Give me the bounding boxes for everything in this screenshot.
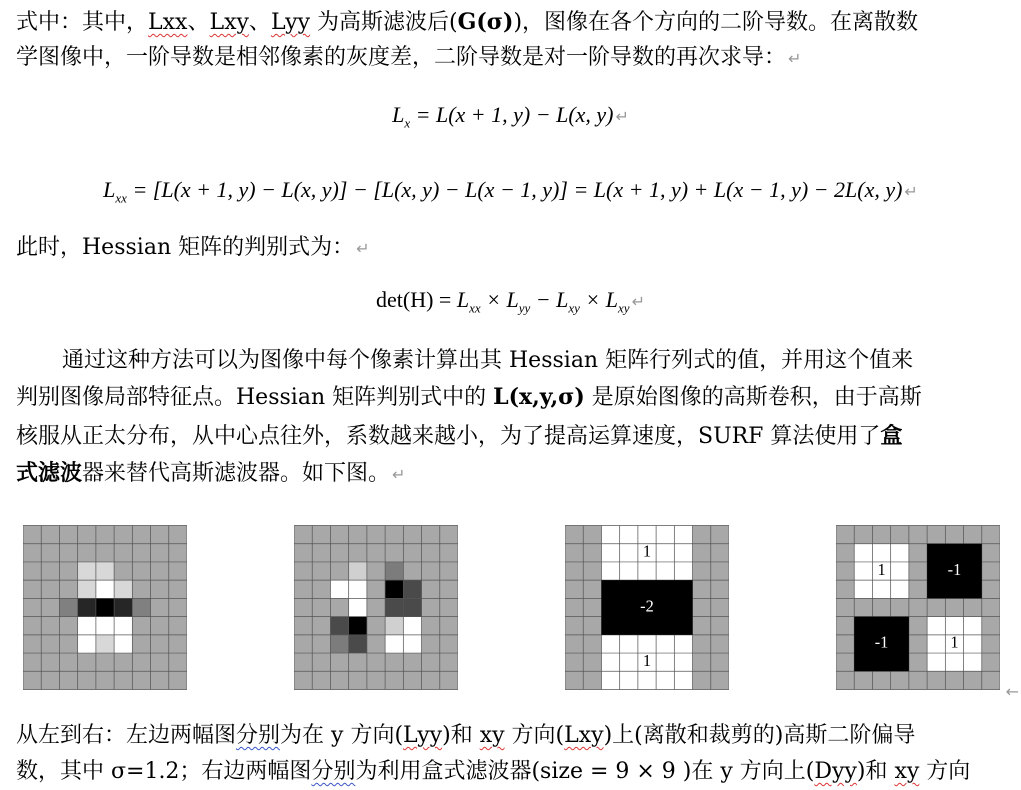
filter-cell	[422, 544, 440, 562]
filter-cell	[23, 635, 41, 653]
bold-text: 盒	[880, 423, 903, 449]
xy-term: xy	[894, 759, 920, 784]
filter-cell	[59, 635, 77, 653]
text: 此时，Hessian 矩阵的判别式为：	[16, 235, 355, 260]
filter-cell	[41, 544, 59, 562]
filter-cell	[151, 526, 169, 544]
filter-cell	[78, 526, 96, 544]
paragraph-4-line-1	[16, 718, 1011, 754]
eq-subscript: yy	[518, 300, 531, 316]
eq-rhs: = L(x + 1, y) − L(x, y)	[410, 102, 614, 127]
text: 从左到右：左边两幅图	[16, 723, 237, 748]
filter-cell	[132, 562, 150, 580]
filter-cell	[330, 671, 348, 689]
filter-cell	[312, 562, 330, 580]
filter-cell	[312, 544, 330, 562]
filter-cell	[385, 617, 403, 635]
filter-cell	[114, 635, 132, 653]
text: 分别	[236, 723, 281, 748]
filter-cell	[294, 617, 312, 635]
filter-label	[877, 560, 885, 579]
filter-cell	[403, 653, 421, 671]
filter-cell	[349, 544, 367, 562]
filter-cell	[114, 544, 132, 562]
return-mark-icon: ↵	[356, 239, 370, 258]
text: 为高斯滤波后(	[310, 10, 458, 35]
box-filter-dyy-image	[565, 525, 729, 690]
text: 分别	[311, 759, 356, 784]
paragraph-3-line-4	[16, 455, 1011, 493]
filter-cell	[151, 671, 169, 689]
paragraph-3-line-1	[16, 343, 1011, 379]
filter-cell	[422, 653, 440, 671]
filter-cell	[330, 653, 348, 671]
filter-cell	[41, 653, 59, 671]
filter-cell	[59, 653, 77, 671]
filter-label	[875, 633, 889, 652]
lxy-term: Lxy	[564, 723, 604, 748]
filter-cell	[312, 635, 330, 653]
filter-cell	[422, 671, 440, 689]
filter-cell	[59, 544, 77, 562]
lyy-term: Lyy	[403, 723, 443, 748]
eq-subscript: xx	[469, 300, 481, 316]
filter-cell	[403, 544, 421, 562]
filter-cell	[385, 562, 403, 580]
filter-cell	[114, 617, 132, 635]
filter-cell	[78, 635, 96, 653]
filter-label	[640, 596, 654, 615]
filter-cell	[59, 598, 77, 616]
eq-term: − L	[530, 287, 569, 312]
text: 方向(	[504, 723, 565, 748]
filter-cell	[132, 635, 150, 653]
filter-cell	[440, 562, 458, 580]
filter-cell	[78, 617, 96, 635]
filter-cell	[312, 598, 330, 616]
filter-cell	[23, 544, 41, 562]
filter-cell	[385, 598, 403, 616]
filter-cell	[23, 526, 41, 544]
filter-cell	[132, 526, 150, 544]
filter-cell	[132, 598, 150, 616]
filter-cell	[385, 635, 403, 653]
filter-cell	[96, 635, 114, 653]
filter-cell	[169, 635, 187, 653]
gaussian-lxy-filter-image	[294, 525, 458, 690]
g-sigma: G(σ)	[457, 9, 514, 35]
filter-cell	[59, 580, 77, 598]
filter-cell	[330, 635, 348, 653]
paragraph-3-line-2	[16, 379, 1011, 416]
filter-cell	[312, 653, 330, 671]
filter-cell	[169, 544, 187, 562]
filter-cell	[403, 635, 421, 653]
equation-lxx	[0, 175, 1021, 213]
filter-cell	[78, 653, 96, 671]
filter-cell	[23, 653, 41, 671]
filter-cell	[114, 580, 132, 598]
filter-cell	[294, 544, 312, 562]
filter-cell	[349, 671, 367, 689]
filter-cell	[169, 562, 187, 580]
text: 学图像中，一阶导数是相邻像素的灰度差，二阶导数是对一阶导数的再次求导：	[16, 45, 787, 70]
filter-cell	[367, 635, 385, 653]
text: 、	[248, 10, 271, 35]
filter-cell	[41, 526, 59, 544]
filter-cell	[385, 544, 403, 562]
filter-cell	[367, 580, 385, 598]
text: )，图像在各个方向的二阶导数。在离散数	[513, 10, 919, 35]
filter-cell	[403, 526, 421, 544]
text: 数，其中 σ=1.2；右边两幅图	[16, 759, 312, 784]
filter-cell	[367, 598, 385, 616]
text: 式中：其中，	[16, 10, 149, 35]
l-xy-sigma: L(x,y,σ)	[493, 384, 585, 410]
eq-rhs: = [L(x + 1, y) − L(x, y)] − [L(x, y) − L(x − 1, y)] = L(x + 1, y) + L(x − 1, y) − 2L(x, y)	[126, 177, 903, 202]
filter-cell	[114, 671, 132, 689]
filter-cell	[169, 526, 187, 544]
filter-cell	[96, 562, 114, 580]
filter-cell	[151, 562, 169, 580]
filter-cell	[294, 526, 312, 544]
paragraph-3-line-3	[16, 418, 1011, 455]
filter-cell	[96, 526, 114, 544]
eq-symbol: L	[392, 102, 405, 127]
text: 核服从正太分布，从中心点往外，系数越来越小，为了提高运算速度，SURF 算法使用了	[16, 424, 881, 449]
filter-cell	[59, 526, 77, 544]
text: 、	[187, 10, 210, 35]
filter-cell	[294, 562, 312, 580]
filter-cell	[96, 598, 114, 616]
eq-term: × L	[579, 287, 619, 312]
equation-lx	[0, 100, 1021, 138]
filter-label	[643, 651, 651, 670]
filter-cell	[132, 544, 150, 562]
filter-cell	[367, 671, 385, 689]
filter-cell	[132, 580, 150, 598]
filter-cell	[367, 653, 385, 671]
filter-cell	[349, 526, 367, 544]
text: 器来替代高斯滤波器。如下图。	[82, 461, 391, 486]
filter-cell	[23, 580, 41, 598]
filter-cell	[294, 635, 312, 653]
filter-cell	[440, 544, 458, 562]
filter-cell	[169, 580, 187, 598]
text: )上(离散和裁剪的)高斯二阶偏导	[603, 723, 916, 748]
filter-cell	[422, 562, 440, 580]
filter-cell	[422, 635, 440, 653]
filter-cell	[132, 617, 150, 635]
filter-cell	[367, 544, 385, 562]
eq-subscript: x	[404, 115, 411, 131]
filter-cell	[294, 598, 312, 616]
text: 通过这种方法可以为图像中每个像素计算出其 Hessian 矩阵行列式的值，并用这个值来	[62, 348, 914, 373]
filter-cell	[78, 544, 96, 562]
filter-cell	[41, 671, 59, 689]
filter-cell	[440, 671, 458, 689]
filter-cell	[151, 617, 169, 635]
text: 判别图像局部特征点。Hessian 矩阵判别式中的	[16, 385, 494, 410]
filter-cell	[59, 671, 77, 689]
filter-cell	[114, 526, 132, 544]
filter-cell	[422, 617, 440, 635]
filter-label	[950, 633, 958, 652]
filter-cell	[41, 617, 59, 635]
filter-cell	[132, 671, 150, 689]
filter-cell	[23, 562, 41, 580]
filter-cell	[349, 653, 367, 671]
filter-cell	[385, 671, 403, 689]
bold-text: 式滤波	[16, 460, 83, 486]
filter-cell	[23, 617, 41, 635]
filter-cell	[349, 617, 367, 635]
filter-cell	[440, 580, 458, 598]
filter-cell	[312, 580, 330, 598]
filter-cell	[169, 653, 187, 671]
filter-cell	[151, 544, 169, 562]
eq-symbol: L	[103, 177, 116, 202]
filter-cell	[96, 544, 114, 562]
filter-cell	[96, 653, 114, 671]
text: )和	[442, 723, 480, 748]
return-mark-icon: ↵	[788, 49, 802, 68]
filter-cell	[312, 526, 330, 544]
lxx-term: Lxx	[148, 10, 188, 35]
filter-cell	[114, 653, 132, 671]
lyy-term: Lyy	[270, 10, 311, 35]
eq-subscript: xy	[618, 300, 630, 316]
equation-det-h	[0, 285, 1021, 323]
paragraph-4-line-2	[16, 754, 1011, 790]
filter-cell	[422, 526, 440, 544]
filter-cell	[114, 598, 132, 616]
filter-cell	[385, 653, 403, 671]
filter-cell	[59, 617, 77, 635]
filter-label	[948, 560, 962, 579]
filter-cell	[169, 617, 187, 635]
filter-cell	[403, 617, 421, 635]
filter-cell	[96, 580, 114, 598]
filter-cell	[151, 635, 169, 653]
filter-cell	[440, 526, 458, 544]
filter-cell	[403, 562, 421, 580]
text: 是原始图像的高斯卷积，由于高斯	[584, 385, 922, 410]
filter-cell	[385, 526, 403, 544]
filter-cell	[349, 598, 367, 616]
filter-cell	[59, 562, 77, 580]
filter-cell	[330, 598, 348, 616]
eq-term: L	[456, 287, 470, 312]
filter-cell	[349, 580, 367, 598]
filter-cell	[440, 598, 458, 616]
filter-cell	[330, 526, 348, 544]
xy-term: xy	[479, 723, 505, 748]
filter-cell	[41, 580, 59, 598]
text: 为利用盒式滤波器(size = 9 × 9 )在 y 方向上(	[355, 759, 815, 784]
filter-cell	[41, 635, 59, 653]
filter-cell	[96, 671, 114, 689]
filter-cell	[78, 671, 96, 689]
return-mark-icon: ↵	[904, 182, 918, 201]
filter-cell	[151, 598, 169, 616]
eq-term: × L	[480, 287, 519, 312]
filter-label	[643, 542, 651, 561]
filter-cell	[41, 598, 59, 616]
filter-cell	[403, 598, 421, 616]
filter-cell	[169, 671, 187, 689]
filter-cell	[294, 653, 312, 671]
filter-cell	[151, 580, 169, 598]
filter-cell	[367, 617, 385, 635]
filter-cell	[41, 562, 59, 580]
text: 方向	[919, 759, 971, 784]
filter-cell	[349, 562, 367, 580]
filter-cell	[78, 562, 96, 580]
return-mark-icon: ↵	[631, 292, 645, 311]
filter-cell	[132, 653, 150, 671]
filter-cell	[349, 635, 367, 653]
gaussian-lyy-filter-image	[23, 525, 187, 690]
lxy-term: Lxy	[209, 10, 249, 35]
filter-cell	[294, 671, 312, 689]
filter-cell	[330, 617, 348, 635]
filter-cell	[403, 580, 421, 598]
filter-cell	[312, 671, 330, 689]
filter-cell	[403, 671, 421, 689]
filter-cell	[312, 617, 330, 635]
filter-cell	[294, 580, 312, 598]
anchor-mark-icon: ←	[1005, 682, 1019, 701]
dyy-term: Dyy	[814, 759, 857, 784]
box-filter-dxy-image	[836, 525, 1000, 690]
filter-cell	[78, 580, 96, 598]
filter-cell	[367, 526, 385, 544]
text: )和	[856, 759, 895, 784]
eq-subscript: xy	[568, 300, 580, 316]
filter-cell	[440, 653, 458, 671]
filter-cell	[23, 671, 41, 689]
filter-cell	[422, 580, 440, 598]
paragraph-2	[16, 230, 1011, 267]
text: 为在 y 方向(	[280, 723, 404, 748]
filter-cell	[330, 544, 348, 562]
filter-cell	[96, 617, 114, 635]
filter-cell	[23, 598, 41, 616]
filter-cell	[114, 562, 132, 580]
filter-cell	[367, 562, 385, 580]
paragraph-1-line-1	[16, 4, 1011, 41]
eq-subscript: xx	[115, 190, 127, 206]
filter-cell	[330, 562, 348, 580]
filter-cell	[385, 580, 403, 598]
paragraph-1-line-2	[16, 40, 1011, 77]
filter-cell	[169, 598, 187, 616]
filter-cell	[151, 653, 169, 671]
return-mark-icon: ↵	[615, 107, 629, 126]
filter-cell	[440, 635, 458, 653]
eq-det: det(H) =	[376, 287, 457, 312]
filter-cell	[78, 598, 96, 616]
filter-cell	[422, 598, 440, 616]
return-mark-icon: ↵	[392, 465, 406, 484]
filter-cell	[440, 617, 458, 635]
filter-cell	[330, 580, 348, 598]
